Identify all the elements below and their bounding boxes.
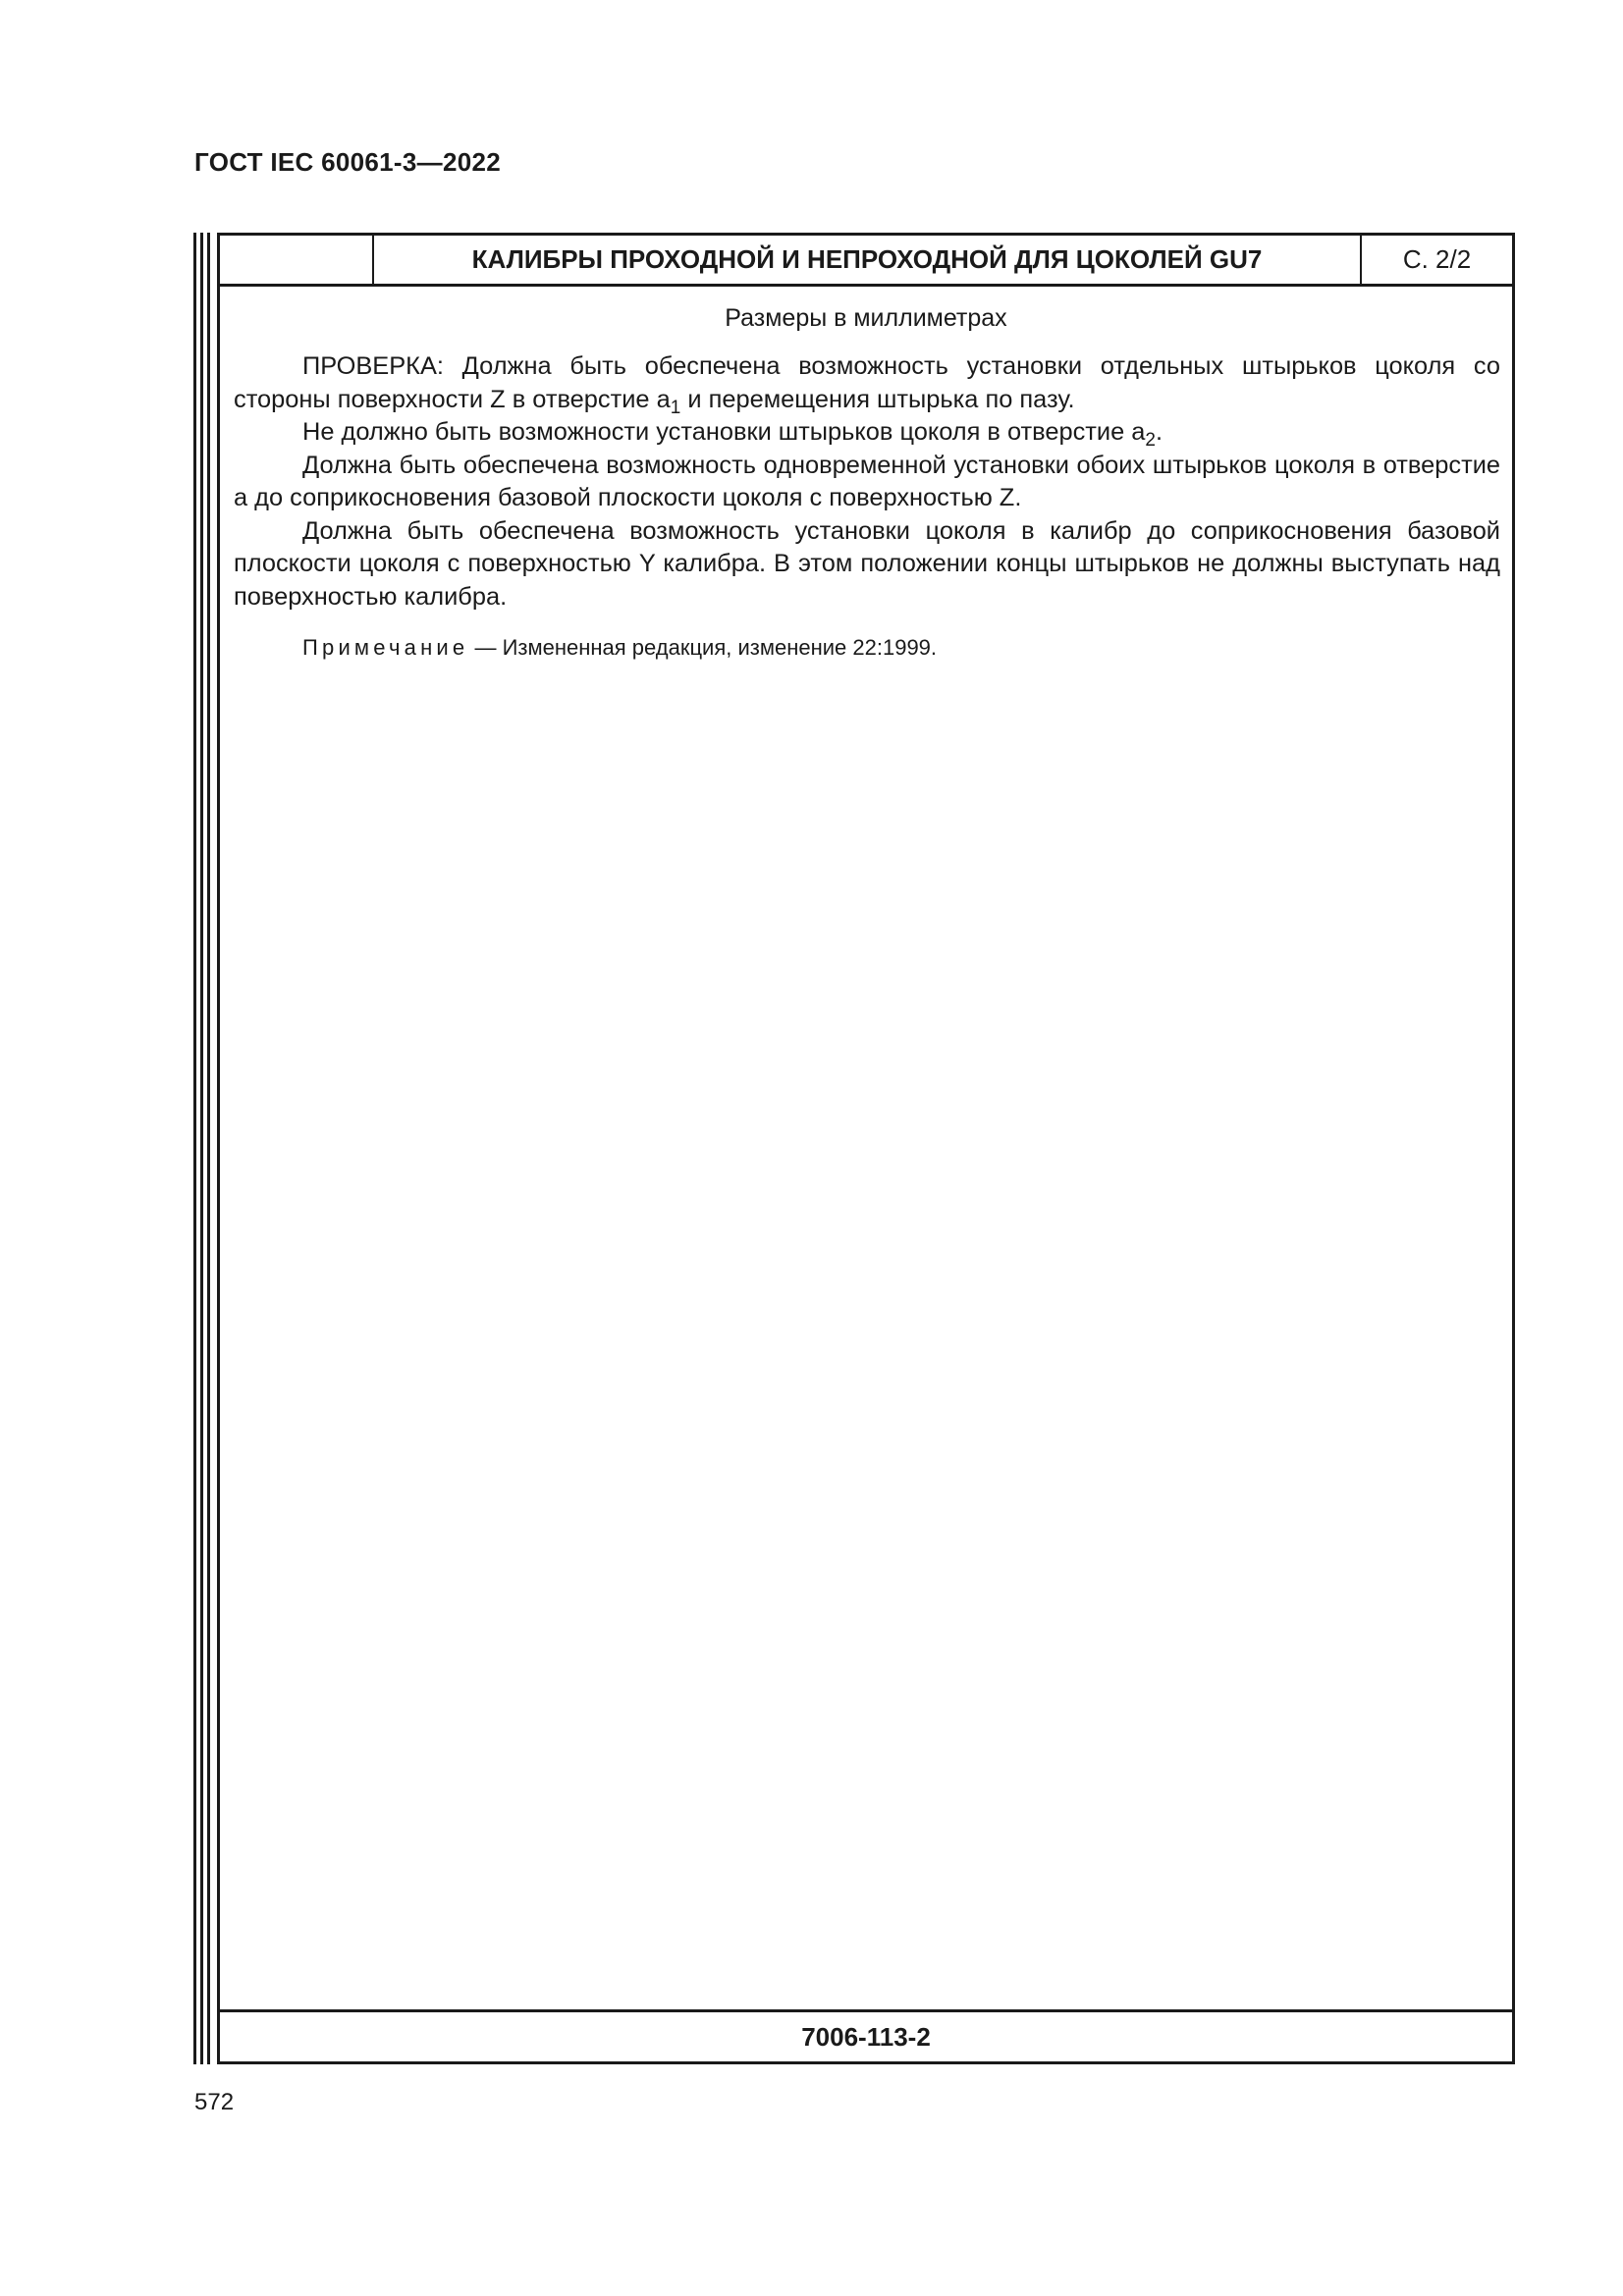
amendment-note (302, 635, 937, 661)
sheet-title: КАЛИБРЫ ПРОХОДНОЙ И НЕПРОХОДНОЙ ДЛЯ ЦОКОЛЕЙ GU7 (374, 236, 1362, 284)
paragraph-both-pins: Должна быть обеспечена возможность одновременной установки обоих штырьков цоколя в отверстие a до соприкосновения базовой плоскости цоколя с поверхностью Z. (234, 451, 1500, 511)
inspection-text (234, 350, 1500, 614)
binding-margin-line-middle (200, 233, 203, 2064)
binding-margin-line-outer (193, 233, 196, 2064)
document-header: ГОСТ IEC 60061-3—2022 (194, 147, 501, 177)
paragraph-cap-insertion: Должна быть обеспечена возможность установки цоколя в калибр до соприкосновения базовой плоскости цоколя с поверхностью Y калибра. В этом положении концы штырьков не должны выступать над поверхностью калибра. (234, 516, 1500, 611)
title-block (220, 236, 1512, 287)
page-number: 572 (194, 2089, 235, 2115)
units-note: Размеры в миллиметрах (725, 304, 1007, 332)
note-label: Примечание (302, 635, 469, 660)
standard-sheet-frame (217, 233, 1515, 2064)
sheet-code: 7006-113-2 (220, 2009, 1512, 2061)
paragraph-check-individual-pins: ПРОВЕРКА: Должна быть обеспечена возможность установки отдельных штырьков цоколя со стороны поверхности Z в отверстие $a_1$ и перемещения штырька по пазу. (234, 352, 1500, 418)
note-text: — Измененная редакция, изменение 22:1999. (468, 635, 938, 660)
paragraph-no-insertion: Не должно быть возможности установки штырьков цоколя в отверстие $a_2$. (302, 418, 1163, 451)
sheet-page-label: С. 2/2 (1402, 244, 1472, 274)
title-block-empty-cell (220, 236, 374, 284)
binding-margin-line-inner (207, 233, 210, 2064)
